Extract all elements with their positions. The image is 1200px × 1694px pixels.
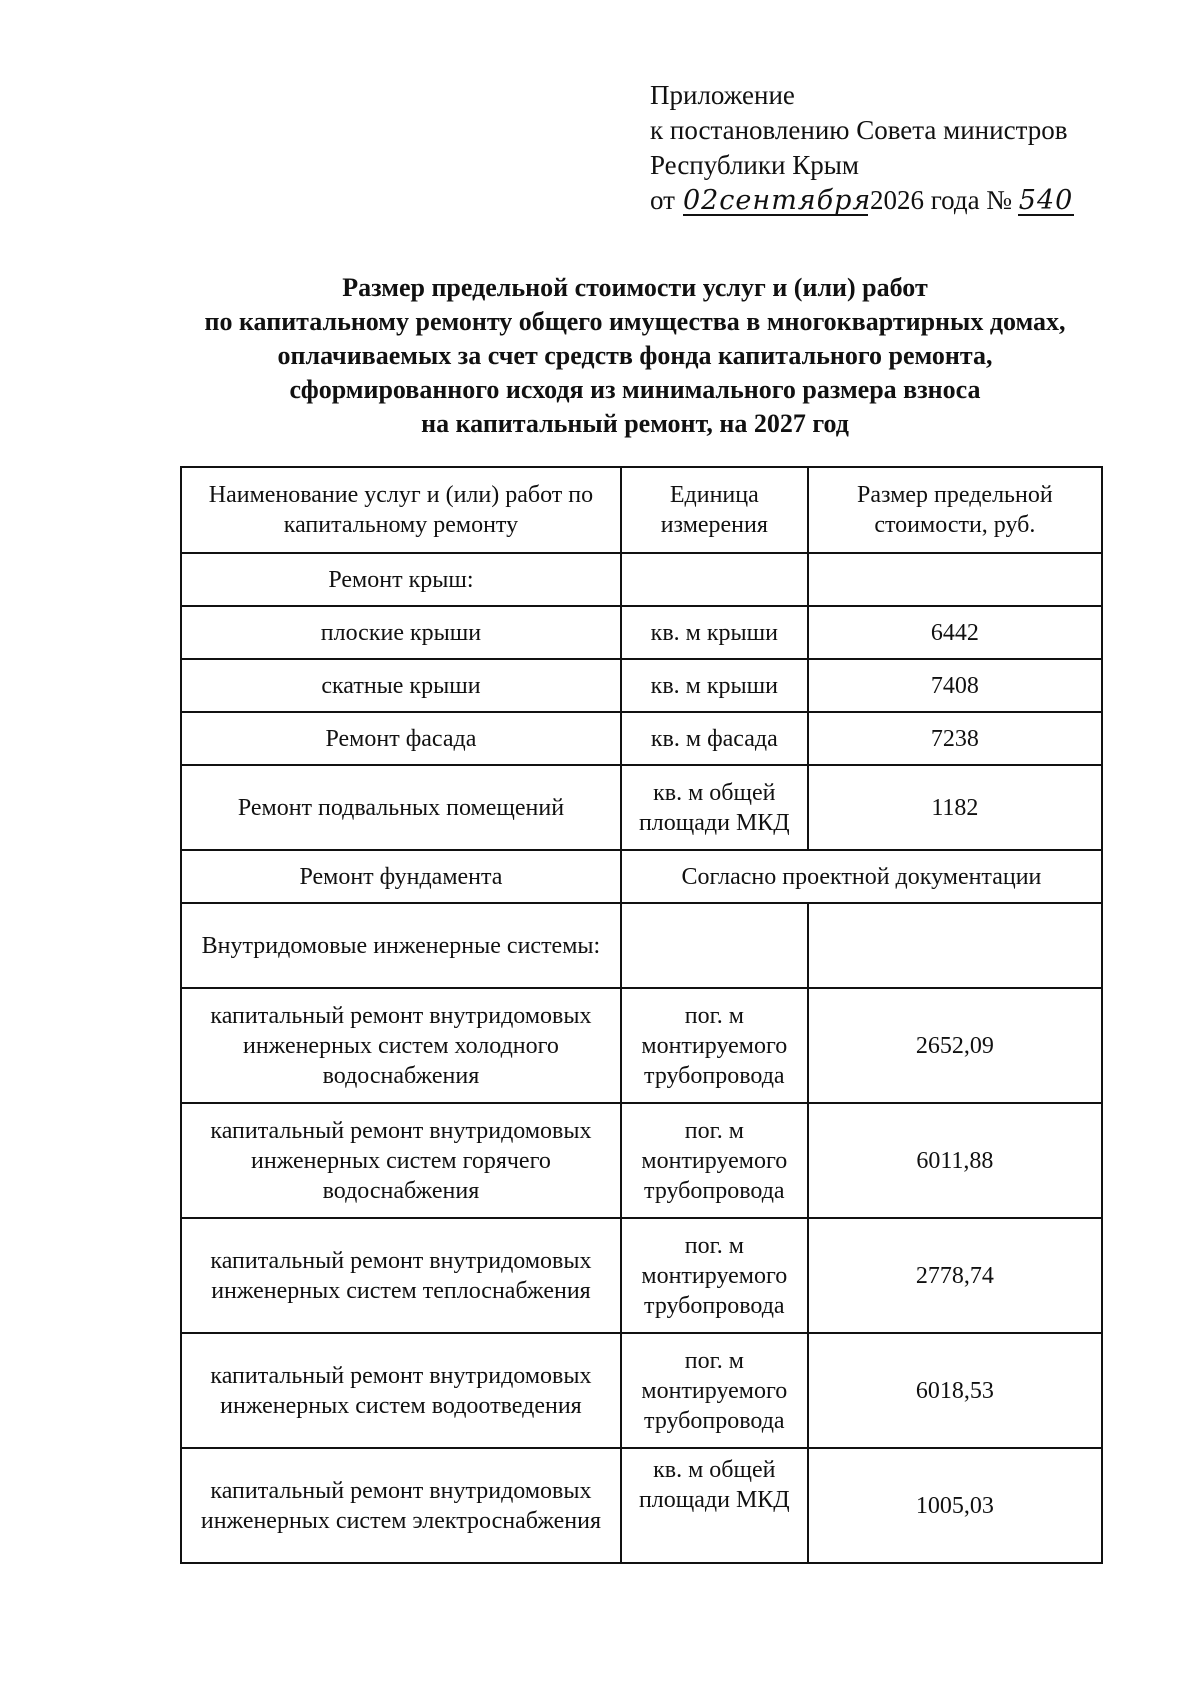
appendix-header (650, 78, 1170, 218)
column-header-unit: Единица измерения (621, 467, 808, 553)
row-name: капитальный ремонт внутридомовых инженерных систем водоотведения (181, 1333, 621, 1448)
row-cost: 6011,88 (808, 1103, 1102, 1218)
column-header-cost: Размер предельной стоимости, руб. (808, 467, 1102, 553)
appendix-resolution-ref: к постановлению Совета министров (650, 115, 1068, 145)
row-name: Ремонт подвальных помещений (181, 765, 621, 850)
row-unit: пог. м монтируемого трубопровода (621, 988, 808, 1103)
date-suffix: 2026 года № (869, 185, 1013, 215)
row-name: Внутридомовые инженерные системы: (181, 903, 621, 988)
table-row (181, 765, 1102, 850)
row-name: скатные крыши (181, 659, 621, 712)
row-cost: 1005,03 (808, 1448, 1102, 1563)
row-unit: кв. м крыши (621, 606, 808, 659)
document-title (140, 271, 1130, 441)
row-cost (808, 553, 1102, 606)
row-unit: кв. м крыши (621, 659, 808, 712)
row-unit: кв. м общей площади МКД (621, 765, 808, 850)
row-unit (621, 553, 808, 606)
row-name: капитальный ремонт внутридомовых инженерных систем теплоснабжения (181, 1218, 621, 1333)
appendix-republic: Республики Крым (650, 150, 859, 180)
row-name: капитальный ремонт внутридомовых инженерных систем электроснабжения (181, 1448, 621, 1563)
row-unit: кв. м общей площади МКД (621, 1448, 808, 1563)
row-cost: 1182 (808, 765, 1102, 850)
appendix-date-line (650, 183, 1170, 218)
row-cost (808, 903, 1102, 988)
handwritten-date: 02сентября (682, 185, 872, 216)
handwritten-number: 540 (1018, 185, 1074, 216)
row-cost: 7238 (808, 712, 1102, 765)
title-line: Размер предельной стоимости услуг и (или) работ (342, 273, 928, 302)
table-row (181, 553, 1102, 606)
table-row (181, 659, 1102, 712)
row-name: капитальный ремонт внутридомовых инженерных систем горячего водоснабжения (181, 1103, 621, 1218)
row-name: Ремонт крыш: (181, 553, 621, 606)
table-row (181, 988, 1102, 1103)
title-line: сформированного исходя из минимального размера взноса (289, 375, 981, 404)
row-cost: 6442 (808, 606, 1102, 659)
table-row (181, 903, 1102, 988)
row-cost: 6018,53 (808, 1333, 1102, 1448)
row-name: плоские крыши (181, 606, 621, 659)
row-unit (621, 903, 808, 988)
table-row (181, 712, 1102, 765)
table-row (181, 606, 1102, 659)
row-name: Ремонт фундамента (181, 850, 621, 903)
table-row (181, 1448, 1102, 1563)
table-row (181, 850, 1102, 903)
table-row (181, 1218, 1102, 1333)
row-unit: пог. м монтируемого трубопровода (621, 1218, 808, 1333)
row-name: Ремонт фасада (181, 712, 621, 765)
title-line: по капитальному ремонту общего имущества в многоквартирных домах, (204, 307, 1066, 336)
title-line: оплачиваемых за счет средств фонда капитального ремонта, (277, 341, 993, 370)
appendix-label: Приложение (650, 80, 795, 110)
column-header-name: Наименование услуг и (или) работ по капитальному ремонту (181, 467, 621, 553)
row-unit: кв. м фасада (621, 712, 808, 765)
row-unit: пог. м монтируемого трубопровода (621, 1333, 808, 1448)
cost-table (180, 466, 1103, 1564)
date-prefix: от (650, 185, 675, 215)
row-merged-note: Согласно проектной документации (621, 850, 1102, 903)
table-header-row (181, 467, 1102, 553)
title-line: на капитальный ремонт, на 2027 год (421, 409, 849, 438)
row-unit: пог. м монтируемого трубопровода (621, 1103, 808, 1218)
row-cost: 2652,09 (808, 988, 1102, 1103)
table-row (181, 1333, 1102, 1448)
table-row (181, 1103, 1102, 1218)
row-cost: 2778,74 (808, 1218, 1102, 1333)
row-name: капитальный ремонт внутридомовых инженерных систем холодного водоснабжения (181, 988, 621, 1103)
row-cost: 7408 (808, 659, 1102, 712)
